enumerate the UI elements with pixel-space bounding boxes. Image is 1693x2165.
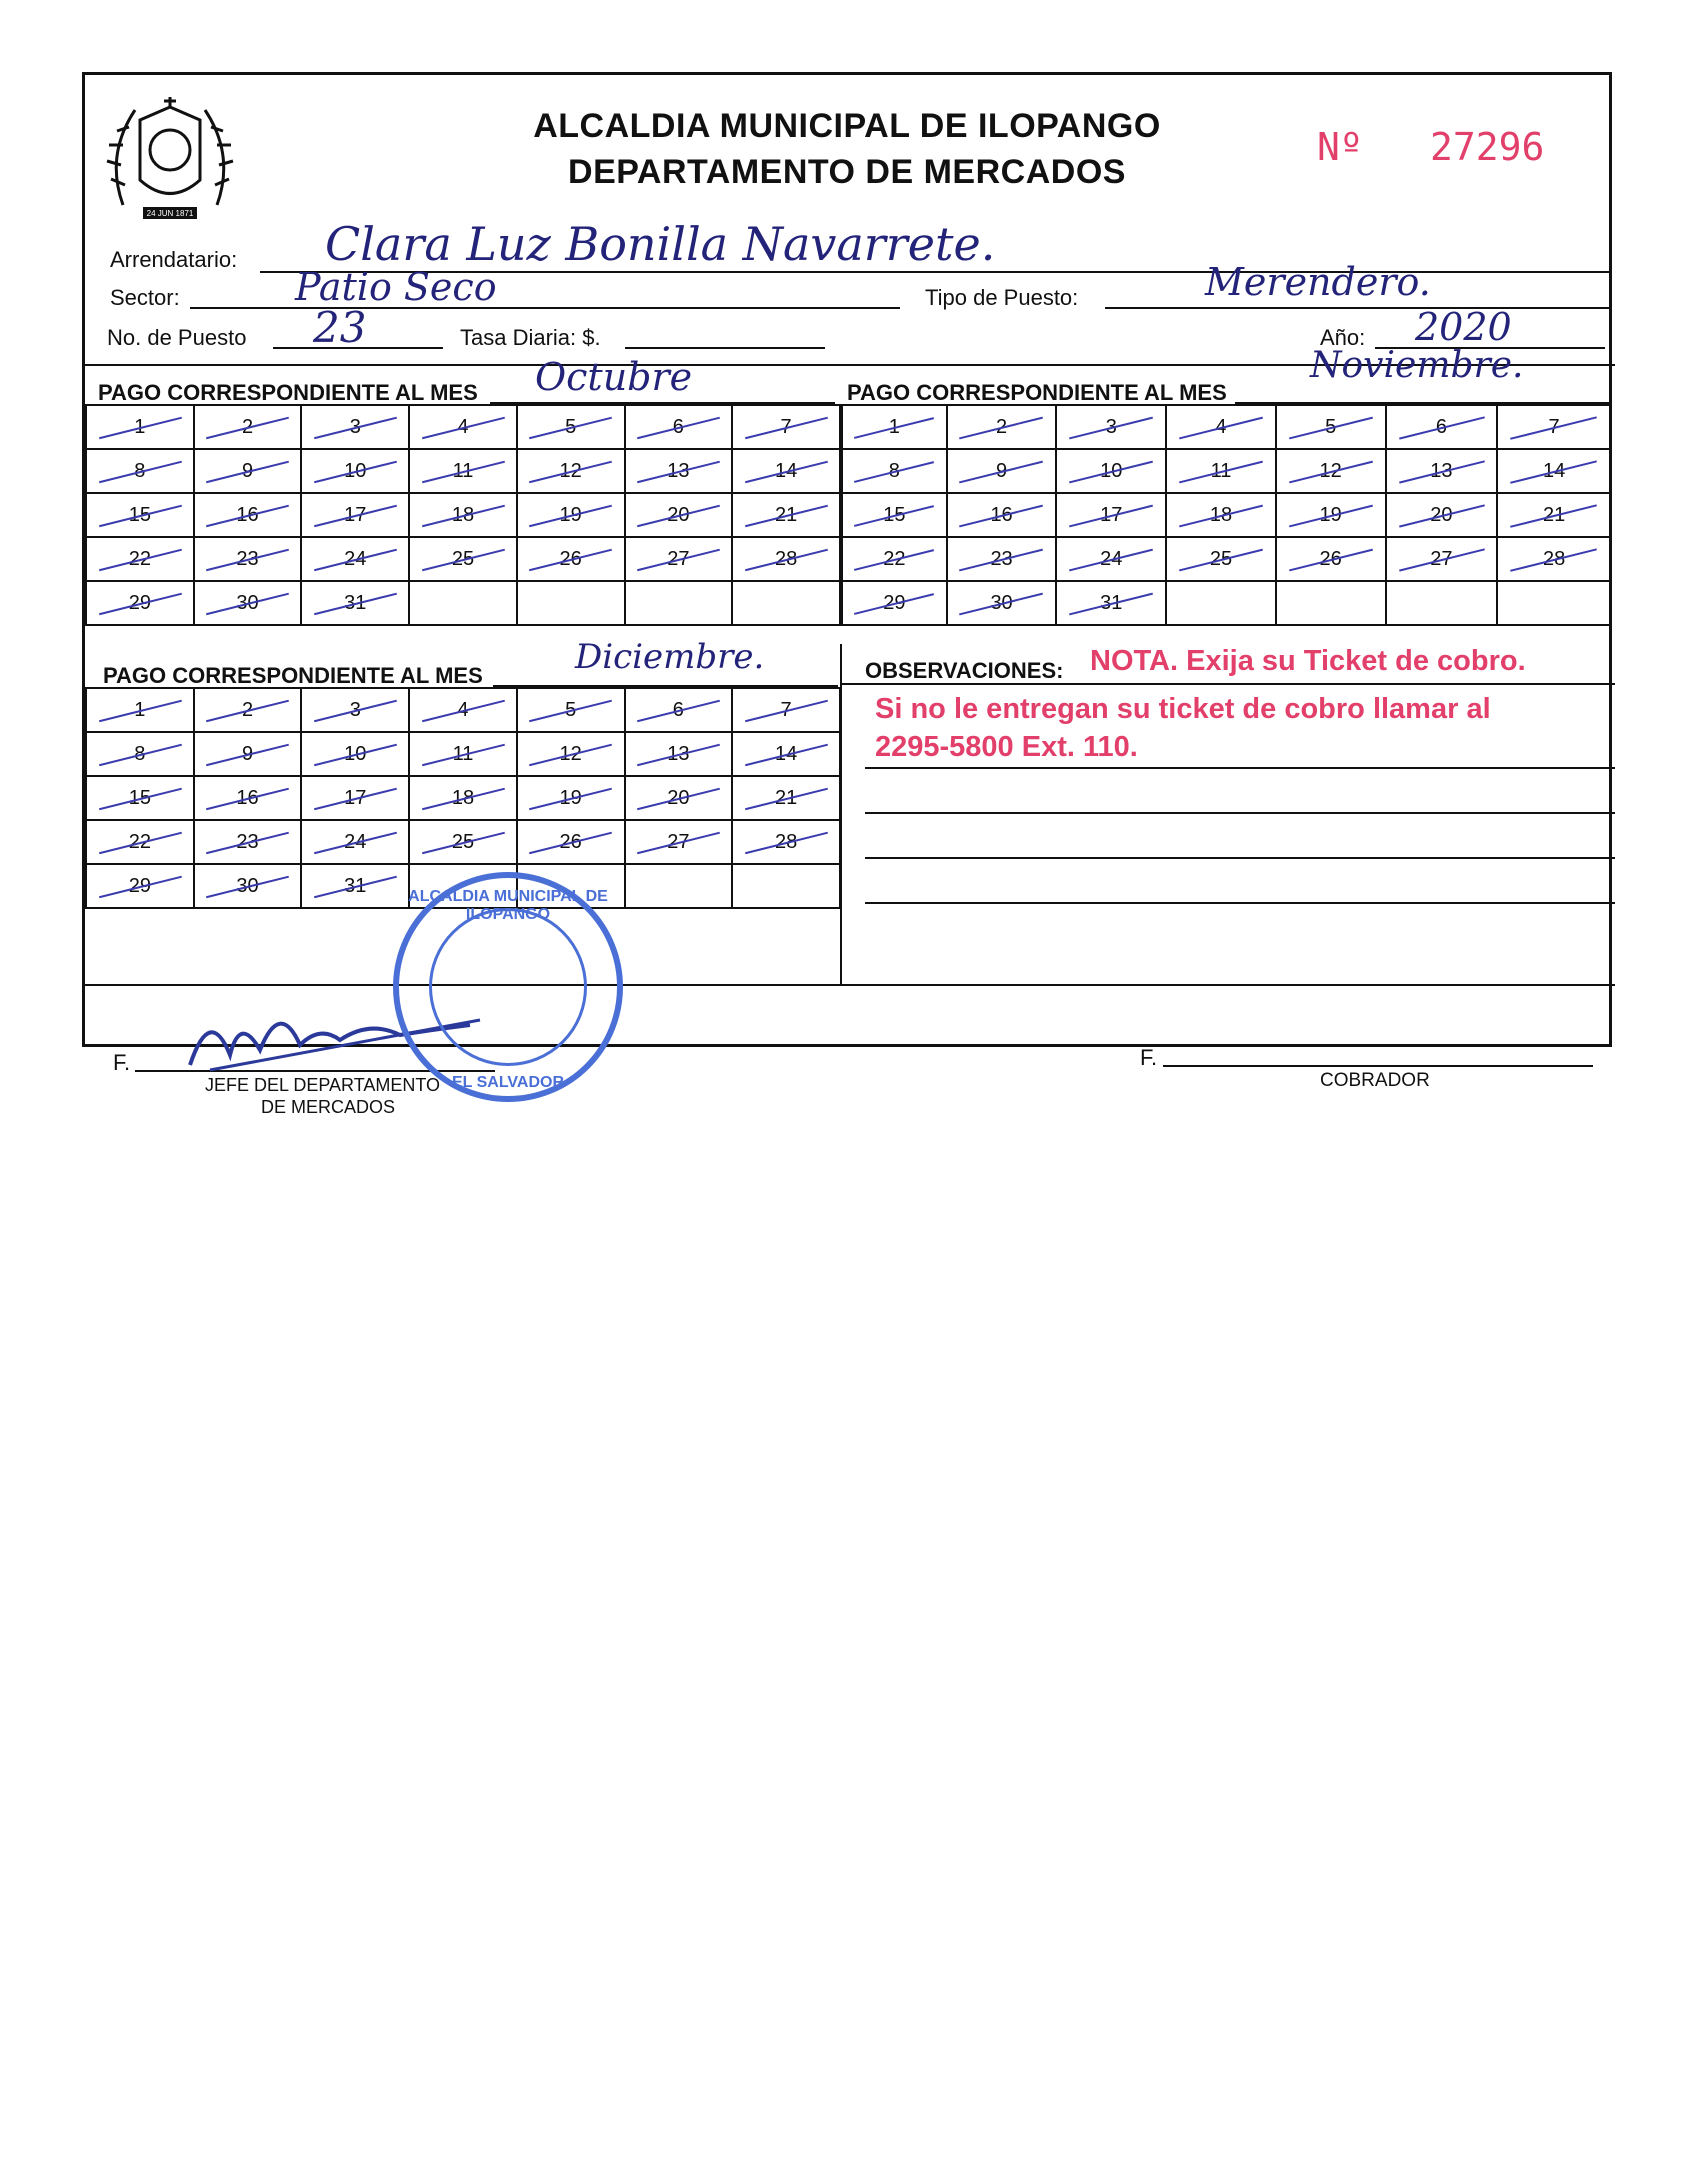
month-2-label: PAGO CORRESPONDIENTE AL MES	[847, 380, 1227, 405]
day-cell-29: 29	[86, 864, 194, 908]
day-cell-11: 11	[409, 732, 517, 776]
day-cell-31: 31	[1056, 581, 1166, 625]
stamp-crest-icon	[429, 908, 587, 1066]
f-right-label: F.	[1140, 1045, 1158, 1070]
tasa-diaria-line	[625, 347, 825, 349]
tipo-puesto-label: Tipo de Puesto:	[925, 285, 1079, 310]
day-cell-3: 3	[1056, 405, 1166, 449]
day-cell-6: 6	[625, 405, 733, 449]
stamp-bottom-text: EL SALVADOR	[451, 1074, 564, 1091]
day-cell-29: 29	[842, 581, 947, 625]
obs-vertical-rule	[840, 644, 842, 986]
document-number: 27296	[1430, 125, 1545, 169]
month-3-value: Diciembre.	[575, 637, 765, 677]
day-cell-11: 11	[1166, 449, 1276, 493]
day-cell-22: 22	[86, 537, 194, 581]
day-cell-14: 14	[732, 449, 840, 493]
signature-line-right	[1163, 1065, 1593, 1067]
day-cell-17: 17	[1056, 493, 1166, 537]
day-cell-17: 17	[301, 776, 409, 820]
day-cell-15: 15	[842, 493, 947, 537]
observaciones-label: OBSERVACIONES:	[865, 658, 1064, 683]
day-cell-12: 12	[517, 732, 625, 776]
calendar-december	[85, 687, 841, 909]
day-cell-29: 29	[86, 581, 194, 625]
obs-line-2	[865, 812, 1615, 814]
day-cell-16: 16	[194, 776, 302, 820]
month-3-label: PAGO CORRESPONDIENTE AL MES	[103, 663, 483, 688]
month-2-value: Noviembre.	[1310, 345, 1524, 386]
cobrador-label: COBRADOR	[1320, 1070, 1430, 1091]
day-cell-4: 4	[1166, 405, 1276, 449]
day-cell-1: 1	[86, 405, 194, 449]
day-cell-19: 19	[517, 493, 625, 537]
arrendatario-label: Arrendatario:	[110, 247, 238, 272]
day-cell-17: 17	[301, 493, 409, 537]
obs-line-4	[865, 902, 1615, 904]
day-cell-2: 2	[194, 688, 302, 732]
day-cell-12: 12	[517, 449, 625, 493]
day-cell-21: 21	[732, 493, 840, 537]
day-cell-28: 28	[732, 820, 840, 864]
empty-day-cell	[732, 864, 840, 908]
day-cell-8: 8	[86, 732, 194, 776]
municipal-stamp	[393, 872, 623, 1102]
empty-day-cell	[1497, 581, 1611, 625]
day-cell-26: 26	[1276, 537, 1386, 581]
day-cell-13: 13	[1386, 449, 1498, 493]
day-cell-31: 31	[301, 864, 409, 908]
day-cell-14: 14	[732, 732, 840, 776]
day-cell-25: 25	[409, 820, 517, 864]
day-cell-1: 1	[86, 688, 194, 732]
nota-line-2: Si no le entregan su ticket de cobro llamar al	[875, 693, 1491, 725]
day-cell-7: 7	[1497, 405, 1611, 449]
empty-day-cell	[625, 581, 733, 625]
sector-label: Sector:	[110, 285, 180, 310]
day-cell-25: 25	[409, 537, 517, 581]
day-cell-22: 22	[842, 537, 947, 581]
day-cell-8: 8	[86, 449, 194, 493]
jefe-line-1: JEFE DEL DEPARTAMENTO	[205, 1075, 441, 1095]
day-cell-21: 21	[1497, 493, 1611, 537]
puesto-value: 23	[313, 303, 367, 352]
day-cell-18: 18	[409, 776, 517, 820]
day-cell-23: 23	[194, 820, 302, 864]
day-cell-20: 20	[625, 776, 733, 820]
day-cell-6: 6	[625, 688, 733, 732]
day-cell-1: 1	[842, 405, 947, 449]
day-cell-31: 31	[301, 581, 409, 625]
day-cell-9: 9	[194, 732, 302, 776]
day-cell-23: 23	[947, 537, 1057, 581]
empty-day-cell	[732, 581, 840, 625]
day-cell-9: 9	[194, 449, 302, 493]
day-cell-2: 2	[194, 405, 302, 449]
day-cell-19: 19	[1276, 493, 1386, 537]
day-cell-3: 3	[301, 405, 409, 449]
day-cell-3: 3	[301, 688, 409, 732]
empty-day-cell	[517, 581, 625, 625]
tipo-puesto-value: Merendero.	[1205, 260, 1431, 304]
day-cell-19: 19	[517, 776, 625, 820]
empty-day-cell	[1276, 581, 1386, 625]
empty-day-cell	[409, 581, 517, 625]
calendar-november	[841, 404, 1612, 626]
day-cell-2: 2	[947, 405, 1057, 449]
puesto-label: No. de Puesto	[107, 325, 247, 350]
nota-line-3: 2295-5800 Ext. 110.	[875, 731, 1138, 763]
day-cell-7: 7	[732, 405, 840, 449]
footer-divider	[85, 984, 1615, 986]
tasa-diaria-label: Tasa Diaria: $.	[460, 325, 601, 350]
day-cell-10: 10	[301, 732, 409, 776]
day-cell-24: 24	[301, 537, 409, 581]
day-cell-16: 16	[194, 493, 302, 537]
day-cell-5: 5	[1276, 405, 1386, 449]
day-cell-25: 25	[1166, 537, 1276, 581]
day-cell-18: 18	[409, 493, 517, 537]
month-1-value: Octubre	[535, 355, 693, 399]
day-cell-12: 12	[1276, 449, 1386, 493]
number-label: Nº	[1317, 125, 1363, 169]
day-cell-13: 13	[625, 449, 733, 493]
day-cell-6: 6	[1386, 405, 1498, 449]
day-cell-4: 4	[409, 405, 517, 449]
day-cell-20: 20	[1386, 493, 1498, 537]
empty-day-cell	[1386, 581, 1498, 625]
empty-day-cell	[625, 864, 733, 908]
anio-value: 2020	[1415, 305, 1512, 349]
day-cell-11: 11	[409, 449, 517, 493]
day-cell-5: 5	[517, 688, 625, 732]
title-line-1: ALCALDIA MUNICIPAL DE ILOPANGO	[533, 107, 1161, 145]
day-cell-30: 30	[194, 581, 302, 625]
day-cell-30: 30	[947, 581, 1057, 625]
stamp-top-text: ALCALDIA MUNICIPAL DE ILOPANGO	[408, 888, 608, 923]
month-1-label: PAGO CORRESPONDIENTE AL MES	[98, 380, 478, 405]
arrendatario-value: Clara Luz Bonilla Navarrete.	[325, 217, 996, 271]
f-left-label: F.	[113, 1050, 131, 1075]
day-cell-10: 10	[1056, 449, 1166, 493]
day-cell-13: 13	[625, 732, 733, 776]
day-cell-14: 14	[1497, 449, 1611, 493]
day-cell-21: 21	[732, 776, 840, 820]
day-cell-30: 30	[194, 864, 302, 908]
day-cell-27: 27	[625, 537, 733, 581]
empty-day-cell	[1166, 581, 1276, 625]
jefe-line-2: DE MERCADOS	[261, 1097, 396, 1117]
day-cell-26: 26	[517, 820, 625, 864]
sector-value: Patio Seco	[295, 265, 497, 309]
nota-line-1: NOTA. Exija su Ticket de cobro.	[1090, 645, 1526, 677]
day-cell-24: 24	[301, 820, 409, 864]
calendar-october	[85, 404, 841, 626]
day-cell-20: 20	[625, 493, 733, 537]
day-cell-27: 27	[1386, 537, 1498, 581]
day-cell-28: 28	[1497, 537, 1611, 581]
day-cell-16: 16	[947, 493, 1057, 537]
day-cell-15: 15	[86, 493, 194, 537]
day-cell-9: 9	[947, 449, 1057, 493]
day-cell-24: 24	[1056, 537, 1166, 581]
day-cell-23: 23	[194, 537, 302, 581]
day-cell-4: 4	[409, 688, 517, 732]
day-cell-26: 26	[517, 537, 625, 581]
seal-date: 24 JUN 1871	[146, 209, 194, 218]
day-cell-18: 18	[1166, 493, 1276, 537]
obs-line-1	[865, 767, 1615, 769]
tipo-puesto-line	[1105, 307, 1610, 309]
day-cell-5: 5	[517, 405, 625, 449]
day-cell-27: 27	[625, 820, 733, 864]
day-cell-8: 8	[842, 449, 947, 493]
obs-line-3	[865, 857, 1615, 859]
title-line-2: DEPARTAMENTO DE MERCADOS	[568, 153, 1126, 191]
day-cell-7: 7	[732, 688, 840, 732]
anio-label: Año:	[1320, 325, 1366, 350]
day-cell-28: 28	[732, 537, 840, 581]
day-cell-15: 15	[86, 776, 194, 820]
day-cell-10: 10	[301, 449, 409, 493]
day-cell-22: 22	[86, 820, 194, 864]
